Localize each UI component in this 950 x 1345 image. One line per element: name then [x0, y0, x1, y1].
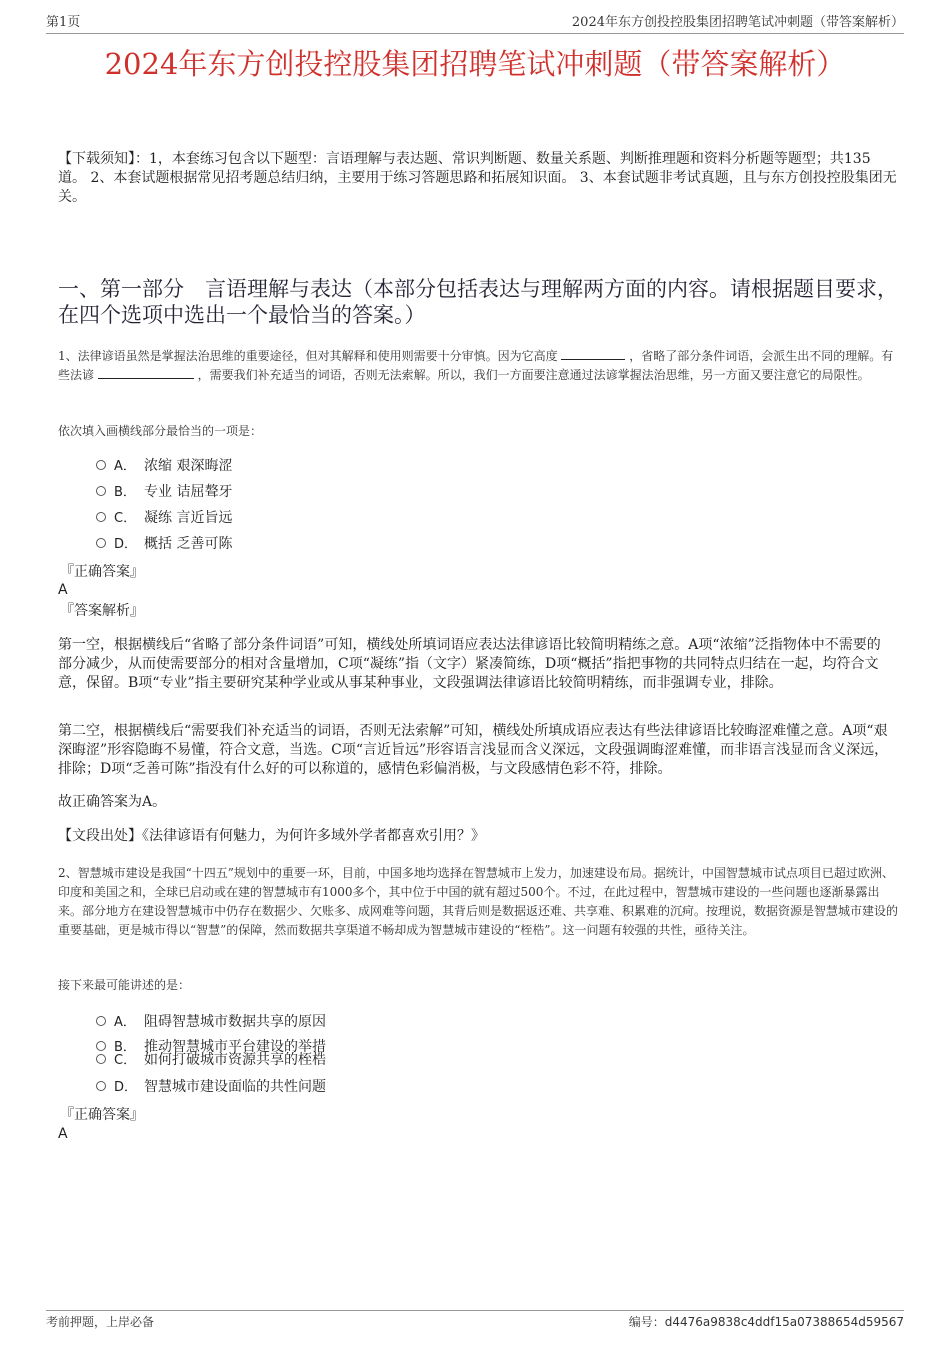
q1-analysis-label: 『答案解析』 — [60, 603, 144, 619]
q1-text-part-c: ，需要我们补充适当的词语，否则无法索解。所以，我们一方面要注意通过法谚掌握法治思维，另一方面又要注意它的局限性。 — [197, 368, 870, 382]
radio-icon[interactable] — [96, 538, 106, 548]
question-2-text: 2、智慧城市建设是我国“十四五”规划中的重要一环，目前，中国多地均选择在智慧城市上发力，加速建设布局。据统计，中国智慧城市试点项目已超过欧洲、印度和美国之和，全球已启动或在建的智慧城市有1000多个，其中位于中国的就有超过500个。不过，在此过程中，智慧城市建设的一些问题也逐渐暴露出来。部分地方在建设智慧城市中仍存在数据少、欠账多、成网难等问题，其背后则是数据返还难、共享难、积累难的沉疴。按理说，数据资源是智慧城市建设的重要基础，更是城市得以“智慧”的保障，然而数据共享渠道不畅却成为智慧城市建设的“桎梏”。这一问题有较强的共性，亟待关注。 — [58, 866, 899, 937]
q1-text-part-b: ，省略了部分条件词语，会派生出不同的理解。有些法谚 — [58, 349, 894, 382]
q1-answer: A — [58, 582, 68, 598]
footer-code-label: 编号： — [628, 1315, 665, 1329]
header-doc-title: 2024年东方创投控股集团招聘笔试冲刺题（带答案解析） — [571, 15, 904, 30]
question-1-text — [58, 347, 898, 385]
radio-icon[interactable] — [96, 486, 106, 496]
q1-source: 【文段出处】《法律谚语有何魅力，为何许多域外学者都喜欢引用？》 — [58, 828, 485, 844]
footer-code — [629, 1314, 904, 1330]
footer-divider — [46, 1310, 904, 1311]
blank-1 — [561, 347, 625, 360]
radio-icon[interactable] — [96, 1081, 106, 1091]
q2-option-c[interactable]: C． 如何打破城市资源共享的桎梏 — [96, 1050, 326, 1071]
q2-answer: A — [58, 1126, 68, 1142]
q1-option-b[interactable]: B． 专业 诘屈聱牙 — [96, 482, 232, 503]
q1-answer-label: 『正确答案』 — [60, 564, 144, 580]
question-1-prompt: 依次填入画横线部分最恰当的一项是： — [58, 424, 263, 438]
radio-icon[interactable] — [96, 512, 106, 522]
question-2-prompt: 接下来最可能讲述的是： — [58, 978, 191, 992]
download-notice: 【下载须知】：1，本套练习包含以下题型：言语理解与表达题、常识判断题、数量关系题、判断推理题和资料分析题等题型；共135道。 2、本套试题根据常见招考题总结归纳，主要用于练习答题思路和拓展知识面。 3、本套试题非考试真题，且与东方创投控股集团无关。 — [58, 151, 897, 205]
q1-option-a[interactable]: A． 浓缩 艰深晦涩 — [96, 456, 232, 477]
q2-option-b[interactable]: B． 推动智慧城市平台建设的举措 — [96, 1037, 326, 1058]
document-title: 2024年东方创投控股集团招聘笔试冲刺题（带答案解析） — [104, 47, 846, 81]
section-heading: 一、第一部分 言语理解与表达（本部分包括表达与理解两方面的内容。请根据题目要求，在四个选项中选出一个最恰当的答案。） — [58, 277, 898, 327]
q2-option-a[interactable]: A． 阻碍智慧城市数据共享的原因 — [96, 1012, 326, 1033]
q1-analysis-paragraph-2: 第二空，根据横线后“需要我们补充适当的词语，否则无法索解”可知，横线处所填成语应表达有些法律谚语比较晦涩难懂之意。A项“艰深晦涩”形容隐晦不易懂，符合文意，当选。C项“言近旨远”形容语言浅显而含义深远，文段强调晦涩难懂，而非语言浅显而含义深远，排除；D项“乏善可陈”指没有什么好的可以称道的，感情色彩偏消极，与文段感情色彩不符，排除。 — [58, 723, 889, 777]
footer-slogan: 考前押题，上岸必备 — [46, 1315, 155, 1329]
q2-answer-label: 『正确答案』 — [60, 1107, 144, 1123]
q1-option-d[interactable]: D． 概括 乏善可陈 — [96, 534, 232, 555]
radio-icon[interactable] — [96, 1016, 106, 1026]
q1-conclusion: 故正确答案为A。 — [58, 794, 167, 810]
page-number: 第1页 — [46, 15, 81, 30]
q2-option-d[interactable]: D． 智慧城市建设面临的共性问题 — [96, 1077, 326, 1098]
q1-text-part-a: 1、法律谚语虽然是掌握法治思维的重要途径，但对其解释和使用则需要十分审慎。因为它高度 — [58, 349, 558, 363]
footer-code-value: d4476a9838c4ddf15a07388654d59567 — [664, 1315, 904, 1329]
radio-icon[interactable] — [96, 1054, 106, 1064]
header-divider — [46, 33, 904, 34]
radio-icon[interactable] — [96, 460, 106, 470]
blank-2 — [98, 366, 194, 379]
q1-option-c[interactable]: C． 凝练 言近旨远 — [96, 508, 232, 529]
q1-analysis-paragraph-1: 第一空，根据横线后“省略了部分条件词语”可知，横线处所填词语应表达法律谚语比较简明精练之意。A项“浓缩”泛指物体中不需要的部分减少，从而使需要部分的相对含量增加，C项“凝练”指（文字）紧凑简练，D项“概括”指把事物的共同特点归结在一起，均符合文意，保留。B项“专业”指主要研究某种学业或从事某种事业，文段强调法律谚语比较简明精练，而非强调专业，排除。 — [58, 637, 881, 691]
